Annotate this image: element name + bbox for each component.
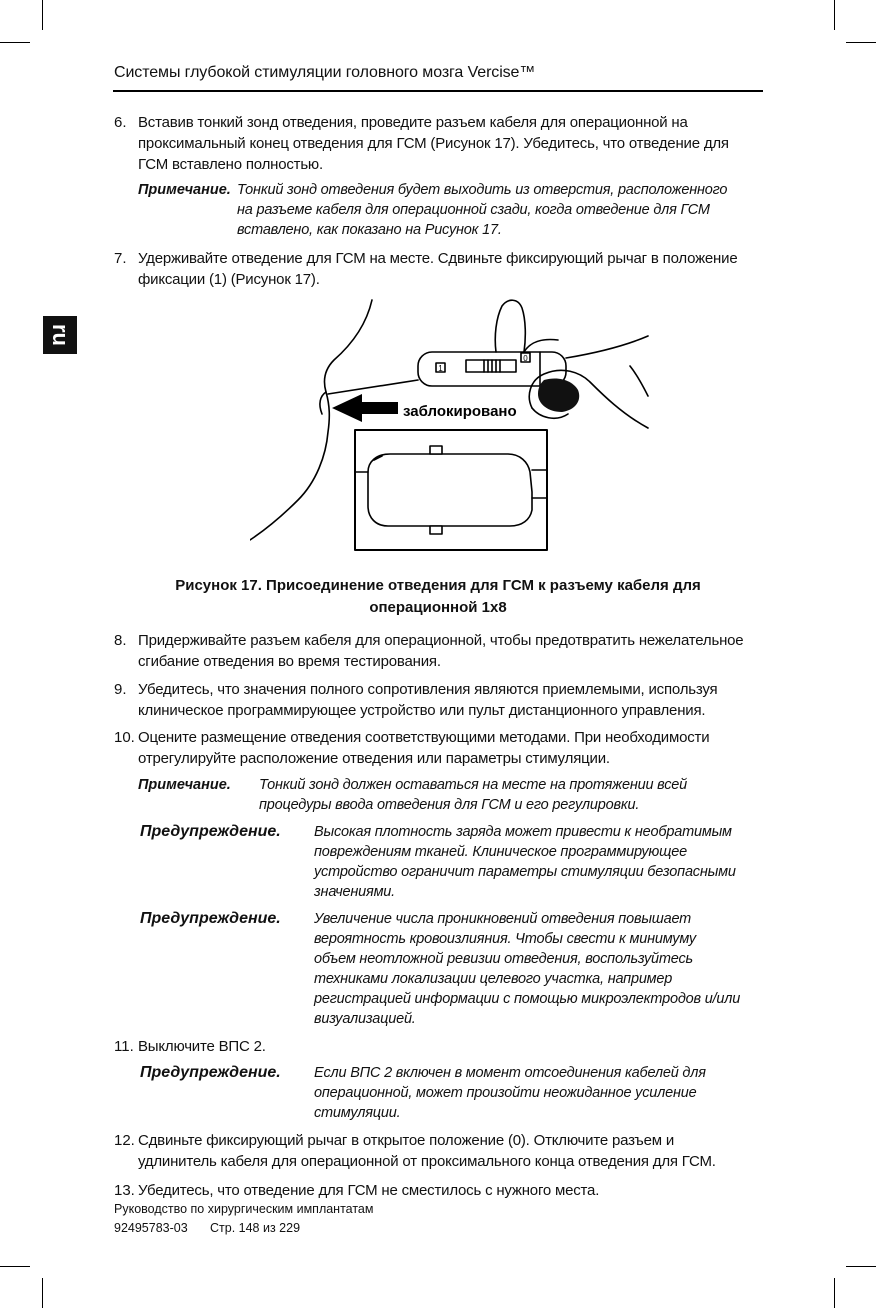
- switch-label-1: 1: [438, 364, 443, 373]
- crop-mark: [834, 1278, 835, 1308]
- warning-text: Если ВПС 2 включен в момент отсоединения кабелей для: [314, 1065, 706, 1081]
- warning-text: регистрацией информации с помощью микроэлектродов и/или: [314, 991, 741, 1007]
- figure-17-illustration: [250, 296, 650, 554]
- crop-mark: [0, 1266, 30, 1267]
- note-label: Примечание.: [138, 777, 231, 793]
- step-text: ГСМ вставлено полностью.: [138, 156, 323, 173]
- left-finger-outline: [320, 392, 326, 414]
- note-text: на разъеме кабеля для операционной сзади, когда отведение для ГСМ: [237, 202, 710, 218]
- thumbnail-shading: [538, 378, 579, 412]
- crop-mark: [0, 42, 30, 43]
- step-text: Убедитесь, что значения полного сопротивления являются приемлемыми, используя: [138, 681, 718, 698]
- step-text: сгибание отведения во время тестирования.: [138, 653, 441, 670]
- step-number: 6.: [114, 114, 127, 131]
- warning-text: устройство ограничит параметры стимуляции безопасными: [314, 864, 736, 880]
- step-text: Придерживайте разъем кабеля для операционной, чтобы предотвратить нежелательное: [138, 632, 744, 649]
- note-text: Тонкий зонд должен оставаться на месте на протяжении всей: [259, 777, 687, 793]
- step-number: 12.: [114, 1132, 135, 1149]
- switch-label-0: 0: [523, 354, 528, 363]
- step-number: 8.: [114, 632, 127, 649]
- warning-text: Увеличение числа проникновений отведения повышает: [314, 911, 692, 927]
- step-text: Сдвиньте фиксирующий рычаг в открытое положение (0). Отключите разъем и: [138, 1132, 675, 1149]
- page-header-title: Системы глубокой стимуляции головного мозга Vercise™: [114, 64, 536, 81]
- warning-text: значениями.: [314, 884, 396, 900]
- lead-wire: [328, 380, 418, 394]
- footer-page-number: Стр. 148 из 229: [210, 1221, 301, 1235]
- warning-label: Предупреждение.: [140, 1064, 281, 1081]
- warning-text: повреждениям тканей. Клиническое программирующее: [314, 844, 687, 860]
- warning-label: Предупреждение.: [140, 823, 281, 840]
- footer-doc-number: 92495783-03: [114, 1221, 188, 1235]
- locked-arrow-icon: [332, 394, 398, 422]
- cable-wire: [566, 336, 648, 358]
- warning-text: операционной, может произойти неожиданное усиление: [314, 1085, 697, 1101]
- crop-mark: [834, 0, 835, 30]
- step-text: Оцените размещение отведения соответствующими методами. При необходимости: [138, 729, 710, 746]
- step-text: Убедитесь, что отведение для ГСМ не сместилось с нужного места.: [138, 1182, 600, 1199]
- crop-mark: [42, 1278, 43, 1308]
- language-tab: [43, 316, 77, 354]
- step-text: Вставив тонкий зонд отведения, проведите разъем кабеля для операционной на: [138, 114, 688, 131]
- step-text: отрегулируйте расположение отведения или параметры стимуляции.: [138, 750, 610, 767]
- warning-text: стимуляции.: [314, 1105, 401, 1121]
- step-text: фиксации (1) (Рисунок 17).: [138, 271, 320, 288]
- step-text: проксимальный конец отведения для ГСМ (Рисунок 17). Убедитесь, что отведение для: [138, 135, 729, 152]
- step-text: Выключите ВПС 2.: [138, 1038, 266, 1055]
- step-number: 7.: [114, 250, 127, 267]
- warning-label: Предупреждение.: [140, 910, 281, 927]
- footer-manual-title: Руководство по хирургическим имплантатам: [114, 1202, 374, 1216]
- step-text: Удерживайте отведение для ГСМ на месте. Сдвиньте фиксирующий рычаг в положение: [138, 250, 738, 267]
- step-number: 10.: [114, 729, 135, 746]
- warning-text: визуализацией.: [314, 1011, 416, 1027]
- arrow-label: заблокировано: [403, 403, 517, 420]
- locking-slider: [466, 360, 516, 372]
- language-tab-label: ru: [48, 324, 73, 346]
- warning-text: Высокая плотность заряда может привести к необратимым: [314, 824, 732, 840]
- left-hand-outline: [250, 300, 372, 540]
- right-hand-outline: [495, 300, 525, 352]
- step-text: удлинитель кабеля для операционной от проксимального конца отведения для ГСМ.: [138, 1153, 716, 1170]
- step-text: клиническое программирующее устройство или пульт дистанционного управления.: [138, 702, 706, 719]
- header-divider: [113, 90, 763, 92]
- figure-caption: Рисунок 17. Присоединение отведения для ГСМ к разъему кабеля для: [175, 577, 701, 594]
- step-number: 11.: [114, 1038, 134, 1055]
- warning-text: вероятность кровоизлияния. Чтобы свести к минимуму: [314, 931, 696, 947]
- figure-caption: операционной 1x8: [369, 599, 507, 616]
- note-label: Примечание.: [138, 182, 231, 198]
- connector-close-up-outline: [368, 454, 532, 526]
- step-number: 13.: [114, 1182, 135, 1199]
- note-text: Тонкий зонд отведения будет выходить из отверстия, расположенного: [237, 182, 728, 198]
- crop-mark: [42, 0, 43, 30]
- note-text: вставлено, как показано на Рисунок 17.: [237, 222, 502, 238]
- note-text: процедуры ввода отведения для ГСМ и его регулировки.: [259, 797, 640, 813]
- connector-close-up-frame: [355, 430, 547, 550]
- warning-text: объем неотложной ревизии отведения, воспользуйтесь: [314, 951, 693, 967]
- crop-mark: [846, 42, 876, 43]
- crop-mark: [846, 1266, 876, 1267]
- step-number: 9.: [114, 681, 127, 698]
- warning-text: техниками локализации целевого участка, например: [314, 971, 673, 987]
